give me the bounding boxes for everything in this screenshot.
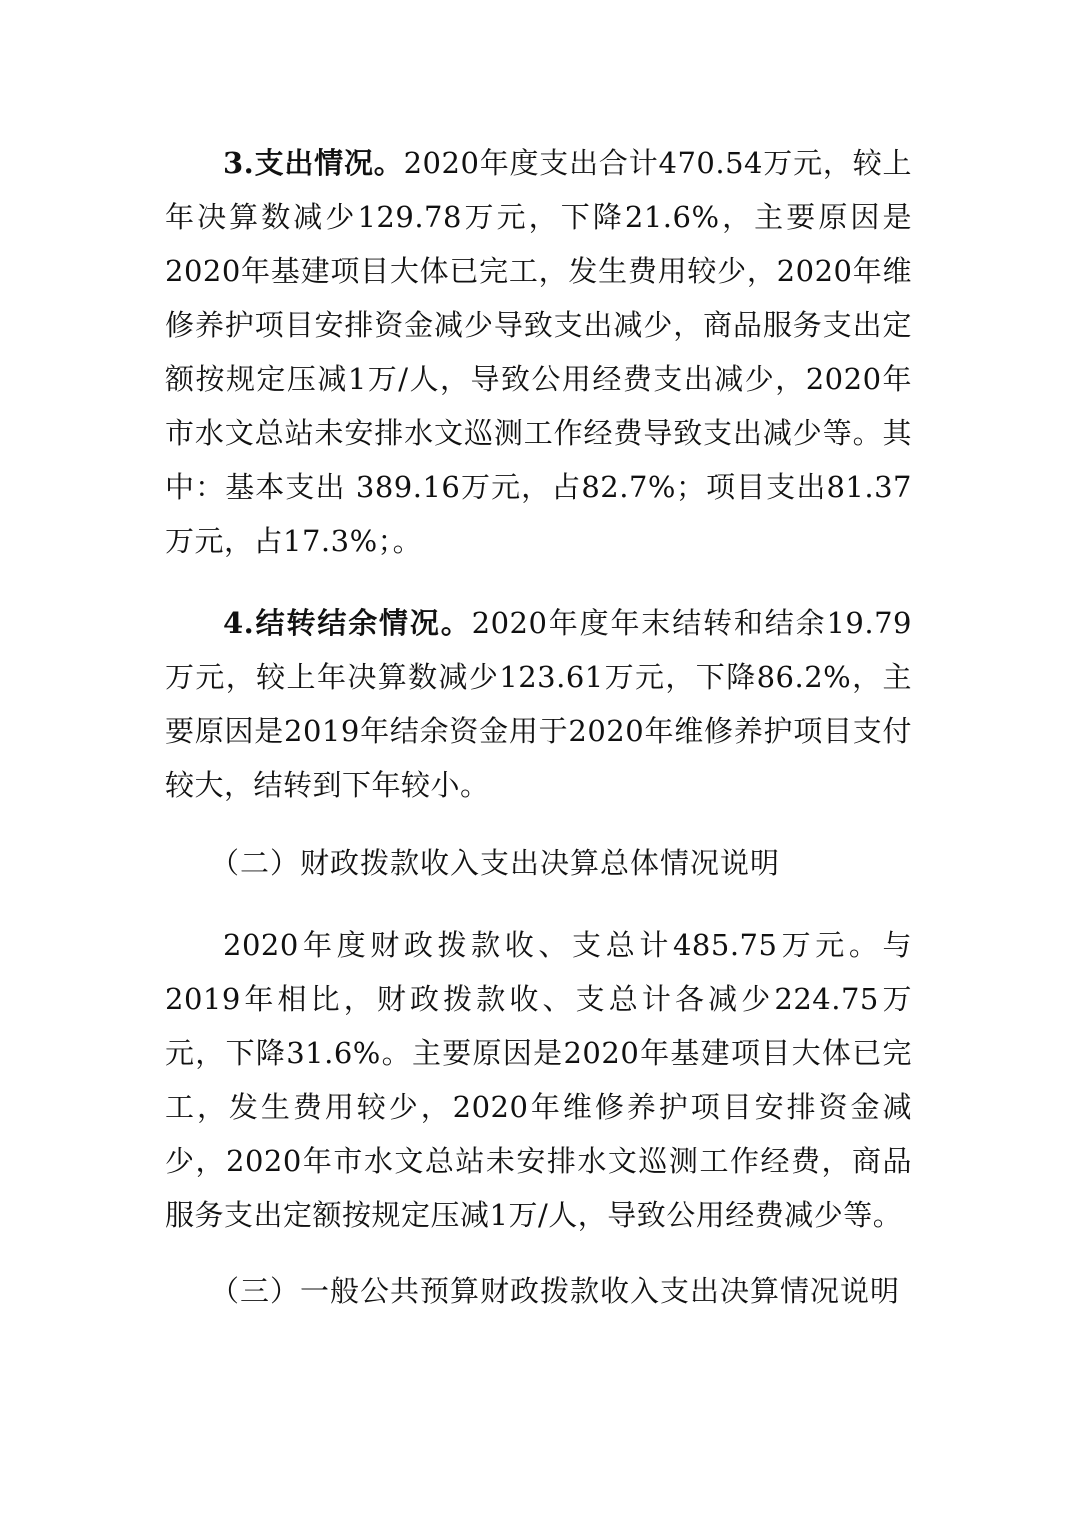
carryover-text: 2020年度年末结转和结余19.79万元，较上年决算数减少123.61万元，下降86.2%，主要原因是2019年结余资金用于2020年维修养护项目支付较大，结转到下年较小。 <box>165 606 912 802</box>
carryover-paragraph <box>165 596 912 812</box>
fiscal-summary-text: 2020年度财政拨款收、支总计485.75万元。与2019年相比，财政拨款收、支总计各减少224.75万 元，下降31.6%。主要原因是2020年基建项目大体已完工，发生费用较少，2020年维修养护项目安排资金减少，2020年市水文总站未安排水文巡测工作经费，商品服务支出定额按规定压减1万/人，导致公用经费减少等。 <box>165 928 912 1232</box>
section-two-heading: （二）财政拨款收入支出决算总体情况说明 <box>210 846 781 880</box>
expense-lead: 3.支出情况。 <box>223 146 404 180</box>
expense-text: 2020年度支出合计470.54万元，较上年决算数减少129.78万元，下降21.6%，主要原因是2020年基建项目大体已完工，发生费用较少，2020年维修养护项目安排资金减少导致支出减少，商品服务支出定额按规定压减1万/人，导致公用经费支出减少，2020年市水文总站未安排水文巡测工作经费导致支出减少等。其中：基本支出 389.16万元，占82.7%；项目支出81.37万元，占17.3%；。 <box>165 146 912 558</box>
section-three-heading: （三）一般公共预算财政拨款收入支出决算情况说明 <box>210 1274 901 1308</box>
carryover-lead: 4.结转结余情况。 <box>223 606 472 640</box>
expense-paragraph <box>165 136 912 568</box>
fiscal-summary-paragraph <box>165 918 912 1242</box>
